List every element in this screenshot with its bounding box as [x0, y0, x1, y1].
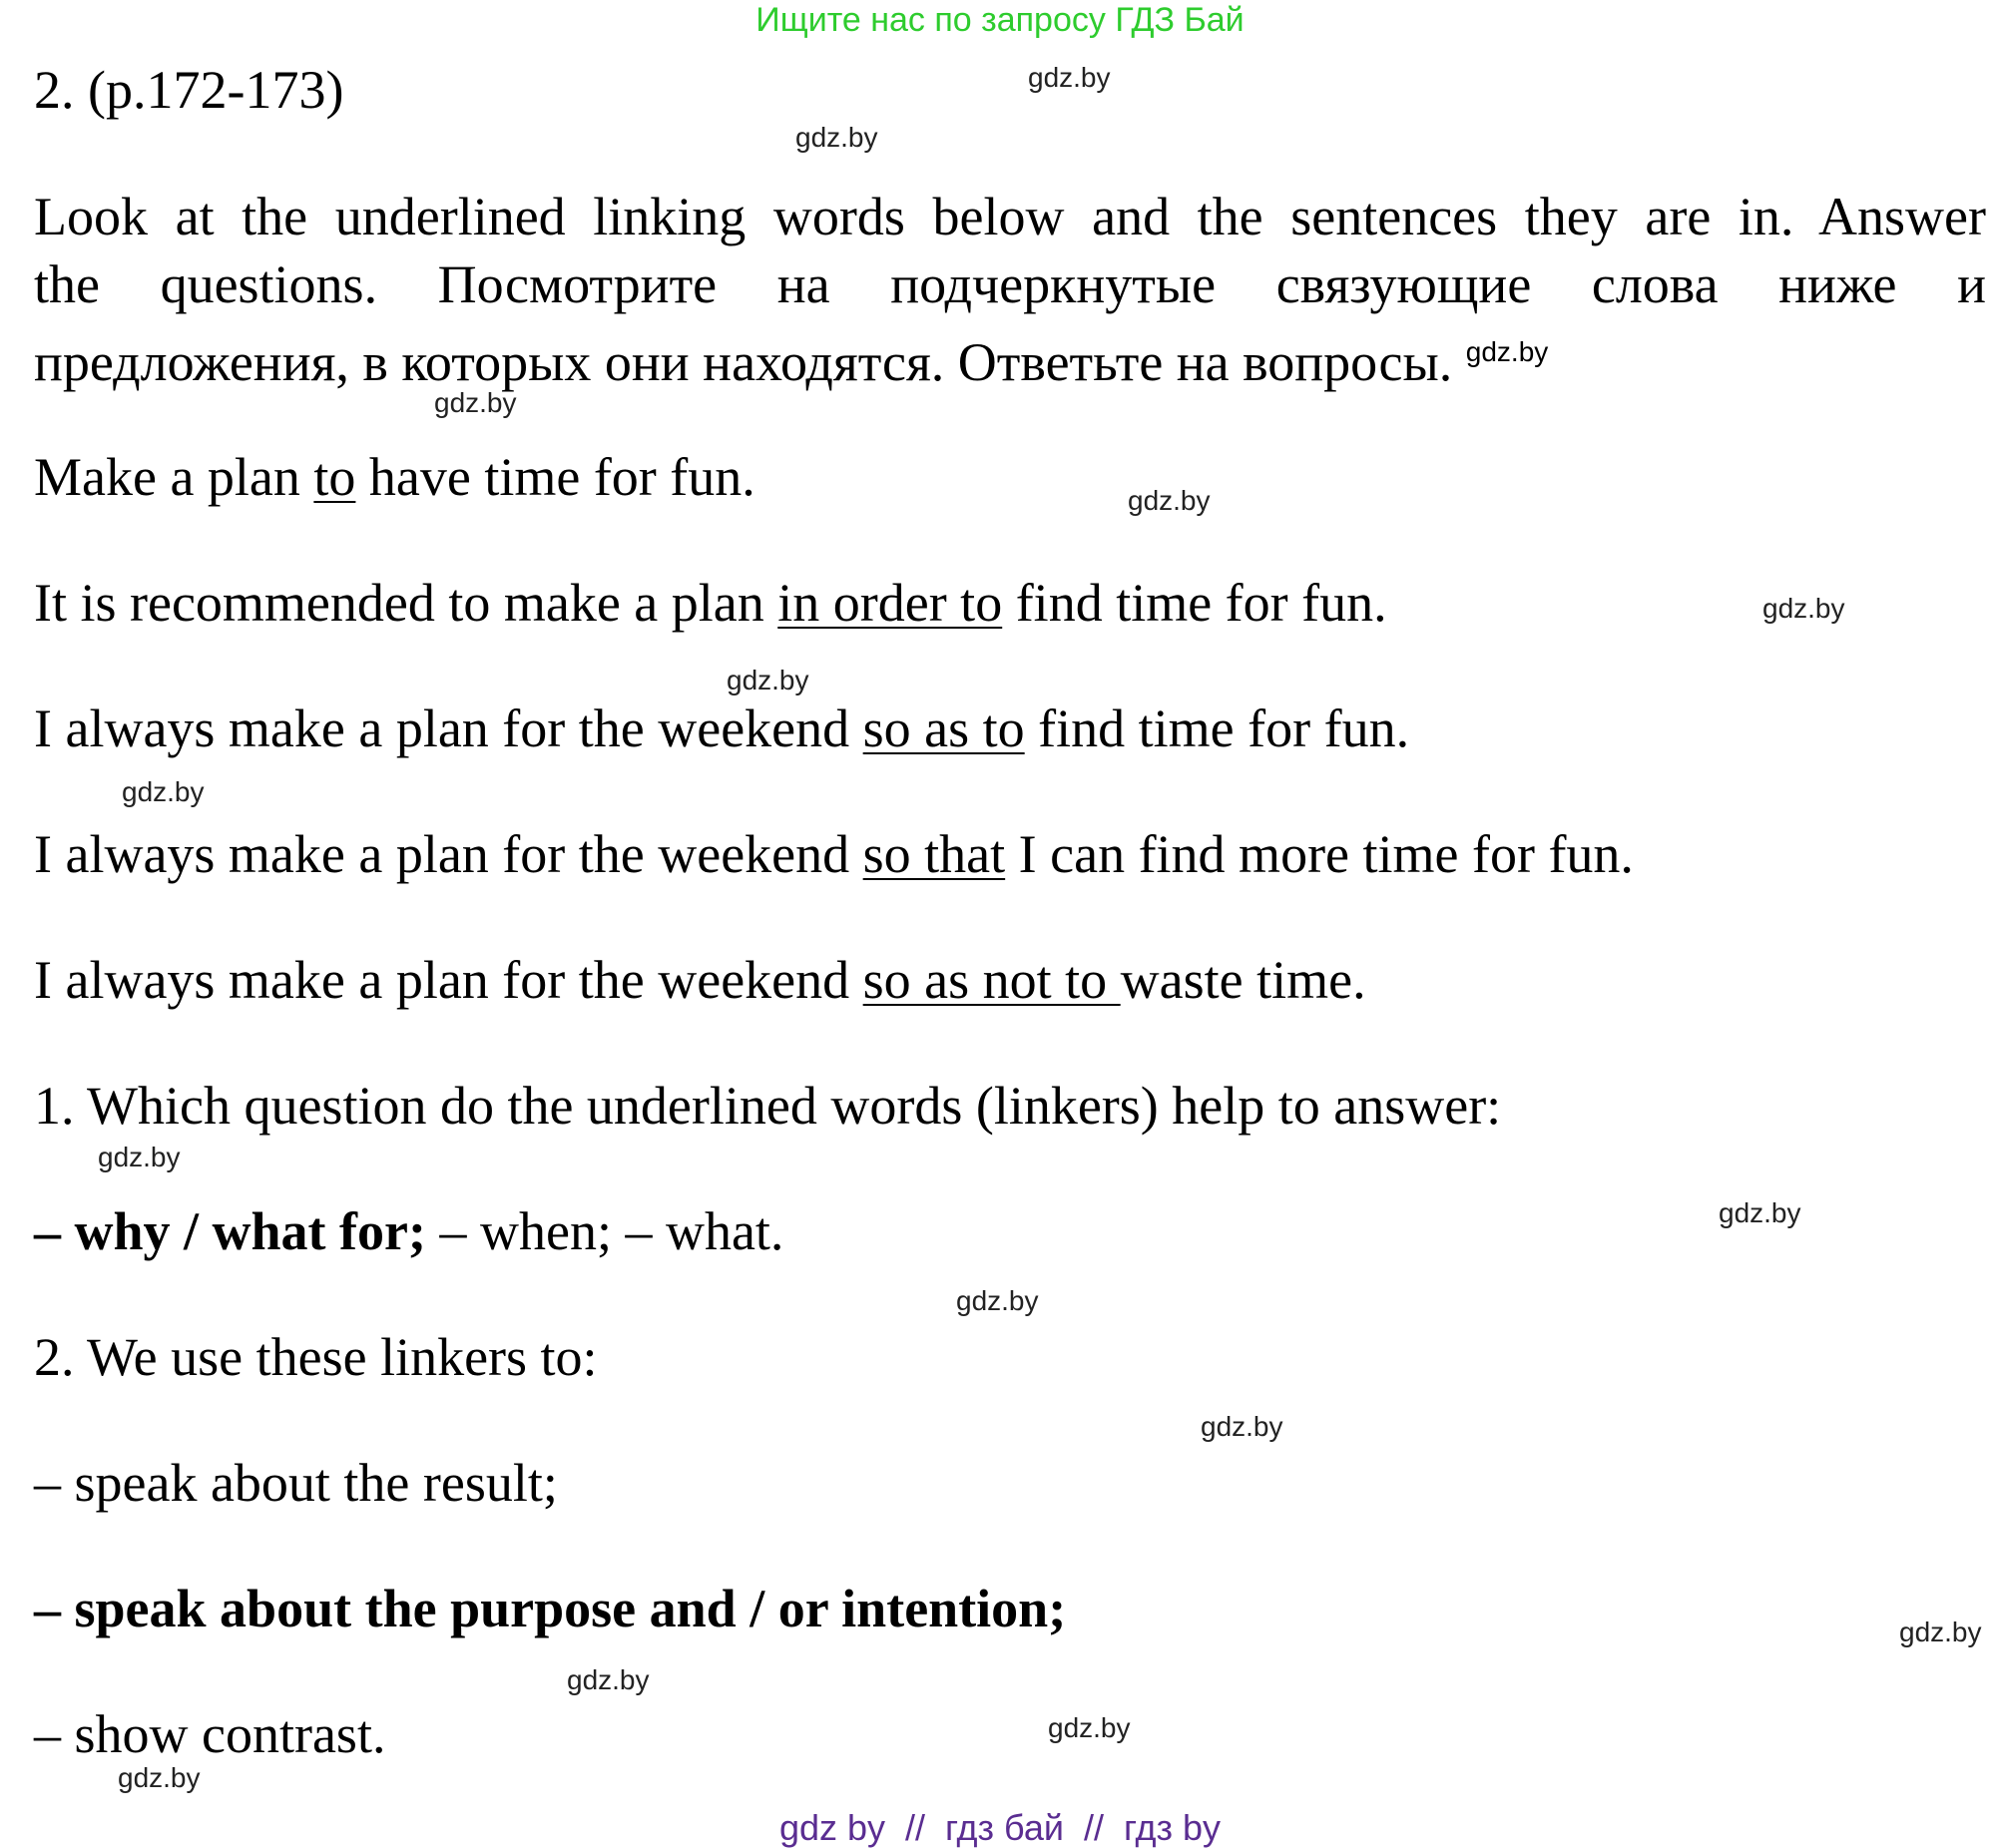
- sentence-text: I always make a plan for the weekend: [34, 824, 863, 884]
- watermark: gdz.by: [1128, 485, 1211, 516]
- underlined-linker: to: [313, 447, 356, 507]
- instructions-line-1: Look at the underlined linking words below and the sentences they are in. Answer: [34, 187, 1986, 246]
- watermark: gdz.by: [1048, 1712, 1131, 1743]
- watermark: gdz.by: [956, 1285, 1039, 1316]
- instructions-line-3-text: предложения, в которых они находятся. Ответьте на вопросы.: [34, 332, 1453, 392]
- top-banner: Ищите нас по запросу ГДЗ Бай: [755, 1, 1245, 39]
- watermark: gdz.by: [118, 1762, 201, 1793]
- instructions-line-2: the questions. Посмотрите на подчеркнутые связующие слова ниже и: [34, 254, 1986, 314]
- question-2-option-3: – show contrast.: [34, 1704, 386, 1764]
- question-2-option-2-selected: – speak about the purpose and / or intention;: [34, 1579, 1067, 1638]
- example-sentence-5: [34, 948, 1366, 1012]
- underlined-linker: so that: [862, 824, 1006, 884]
- sentence-text: Make a plan: [34, 447, 314, 507]
- footer-text: gdz by // гдз бай // гдз by: [778, 1807, 1222, 1848]
- instructions-line-3: [34, 318, 1986, 392]
- sentence-text: find time for fun.: [1024, 698, 1410, 758]
- other-answers: – when; – what.: [425, 1201, 784, 1261]
- sentence-text: waste time.: [1120, 950, 1366, 1010]
- watermark: gdz.by: [1201, 1411, 1283, 1442]
- question-1-answer: [34, 1199, 783, 1263]
- underlined-linker: so as not to: [862, 950, 1121, 1010]
- sentence-text: have time for fun.: [355, 447, 755, 507]
- watermark: gdz.by: [1762, 593, 1845, 624]
- sentence-text: I can find more time for fun.: [1005, 824, 1634, 884]
- watermark: gdz.by: [1465, 336, 1549, 367]
- sentence-text: find time for fun.: [1002, 573, 1387, 633]
- example-sentence-3: [34, 696, 1409, 760]
- watermark: gdz.by: [1719, 1197, 1801, 1228]
- watermark: gdz.by: [1028, 62, 1111, 93]
- watermark: gdz.by: [727, 665, 809, 695]
- question-1: 1. Which question do the underlined words (linkers) help to answer:: [34, 1076, 1502, 1136]
- example-sentence-4: [34, 822, 1634, 886]
- sentence-text: It is recommended to make a plan: [34, 573, 778, 633]
- instructions-paragraph: [34, 183, 1986, 392]
- underlined-linker: in order to: [777, 573, 1003, 633]
- sentence-text: I always make a plan for the weekend: [34, 950, 863, 1010]
- exercise-title: 2. (p.172-173): [34, 60, 344, 120]
- underlined-linker: so as to: [862, 698, 1025, 758]
- watermark: gdz.by: [98, 1142, 181, 1172]
- watermark: gdz.by: [795, 122, 878, 153]
- example-sentence-1: [34, 445, 755, 509]
- example-sentence-2: [34, 571, 1387, 635]
- watermark: gdz.by: [434, 387, 517, 418]
- watermark: gdz.by: [122, 776, 205, 807]
- watermark: gdz.by: [567, 1664, 650, 1695]
- sentence-text: I always make a plan for the weekend: [34, 698, 863, 758]
- question-2: 2. We use these linkers to:: [34, 1327, 598, 1387]
- selected-answer: – why / what for;: [34, 1201, 426, 1261]
- question-2-option-1: – speak about the result;: [34, 1453, 558, 1513]
- watermark: gdz.by: [1899, 1617, 1982, 1647]
